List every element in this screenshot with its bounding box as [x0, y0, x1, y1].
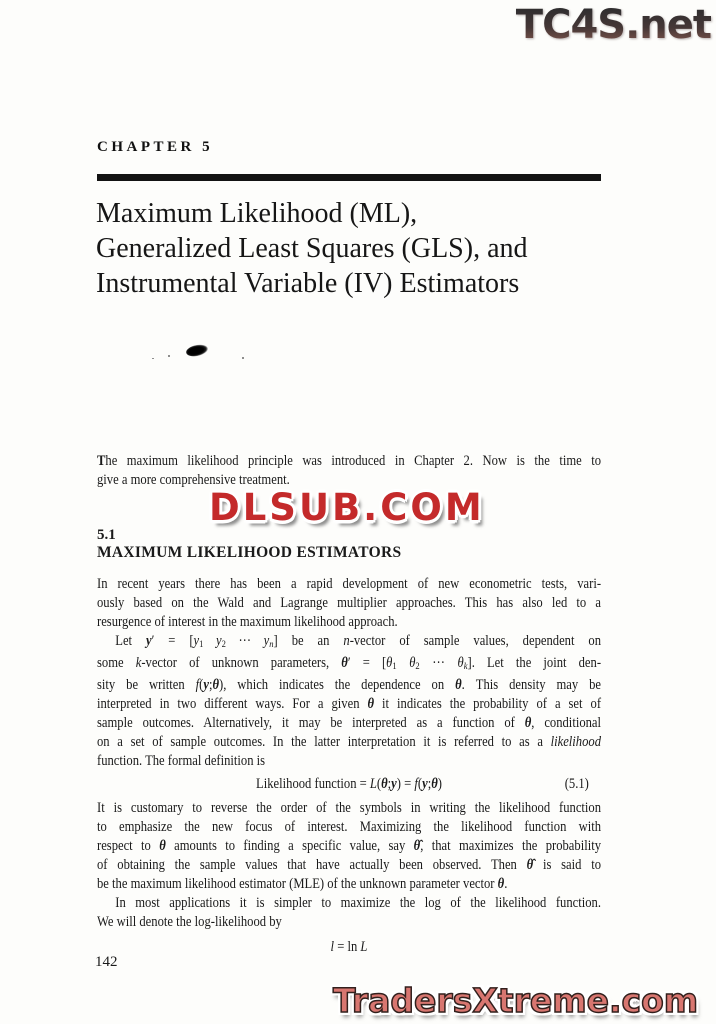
section-heading-block	[97, 526, 601, 562]
text-line: give a more comprehensive treatment.	[97, 472, 290, 488]
chapter-title-line-1: Maximum Likelihood (ML),	[96, 198, 418, 229]
text-line: In recent years there has been a rapid development of new econometric tests, vari-	[97, 576, 602, 592]
text-line: ously based on the Wald and Lagrange multiplier approaches. This has also led to a	[97, 595, 602, 611]
scan-speckle	[242, 357, 244, 359]
text-line: of obtaining the sample values that have actually been observed. Then θ̂ is said to	[97, 857, 602, 874]
chapter-title	[96, 196, 636, 301]
paragraph-1	[97, 575, 601, 632]
ink-smudge	[185, 343, 209, 358]
paragraph-3	[97, 799, 601, 894]
equation-log-likelihood-body: l = ln L	[330, 939, 368, 956]
paragraph-4	[97, 894, 601, 932]
page-number: 142	[95, 954, 118, 970]
text-line: be the maximum likelihood estimator (MLE) of the unknown parameter vector θ.	[97, 876, 508, 893]
text-line: Let y′ = [y1 y2 ··· yn] be an n-vector of sample values, dependent on	[115, 633, 602, 651]
text-line: resurgence of interest in the maximum likelihood approach.	[97, 614, 398, 630]
text-line: some k-vector of unknown parameters, θ′ = [θ1 θ2 ··· θk]. Let the joint den-	[97, 655, 602, 673]
equation-5-1-number: (5.1)	[564, 776, 589, 793]
chapter-label: CHAPTER 5	[97, 139, 214, 155]
text-line: to emphasize the new focus of interest. Maximizing the likelihood function with	[97, 819, 602, 836]
chapter-rule	[97, 174, 601, 181]
equation-5-1-body: Likelihood function = L(θ;y) = f(y;θ)	[256, 776, 442, 793]
text-line: interpreted in two different ways. For a given θ it indicates the probability of a set of	[97, 696, 602, 713]
text-line: sample outcomes. Alternatively, it may be interpreted as a function of θ, conditional	[97, 715, 602, 732]
text-line: on a set of sample outcomes. In the latter interpretation it is referred to as a likelihood	[97, 734, 602, 751]
body-flow	[97, 575, 601, 957]
watermark-tradersxtreme: TradersXtreme.com	[333, 981, 699, 1020]
paragraph-2	[97, 632, 601, 771]
equation-log-likelihood	[97, 938, 601, 957]
equation-5-1	[97, 775, 601, 794]
chapter-title-line-3: Instrumental Variable (IV) Estimators	[96, 268, 520, 299]
text-line: respect to θ amounts to finding a specific value, say θ̂, that maximizes the probability	[97, 838, 602, 855]
text-line: The maximum likelihood principle was introduced in Chapter 2. Now is the time to	[97, 453, 602, 469]
intro-flow	[97, 452, 601, 490]
text-line: It is customary to reverse the order of the symbols in writing the likelihood function	[97, 800, 602, 817]
watermark-dlsub: DLSUB.COM	[209, 485, 485, 530]
section-number: 5.1	[97, 527, 116, 543]
text-line: We will denote the log-likelihood by	[97, 914, 282, 931]
section-heading: MAXIMUM LIKELIHOOD ESTIMATORS	[97, 544, 402, 561]
text-line: function. The formal definition is	[97, 753, 266, 770]
chapter-title-line-2: Generalized Least Squares (GLS), and	[96, 233, 528, 264]
intro-paragraph	[97, 452, 601, 490]
text-line: In most applications it is simpler to maximize the log of the likelihood function.	[115, 895, 602, 912]
scan-speckle	[152, 358, 154, 359]
text-column	[97, 452, 601, 957]
text-line: sity be written f(y;θ), which indicates the dependence on θ. This density may be	[97, 677, 602, 694]
scan-speckle	[168, 355, 170, 357]
watermark-tc4s: TC4S.net	[515, 2, 711, 48]
